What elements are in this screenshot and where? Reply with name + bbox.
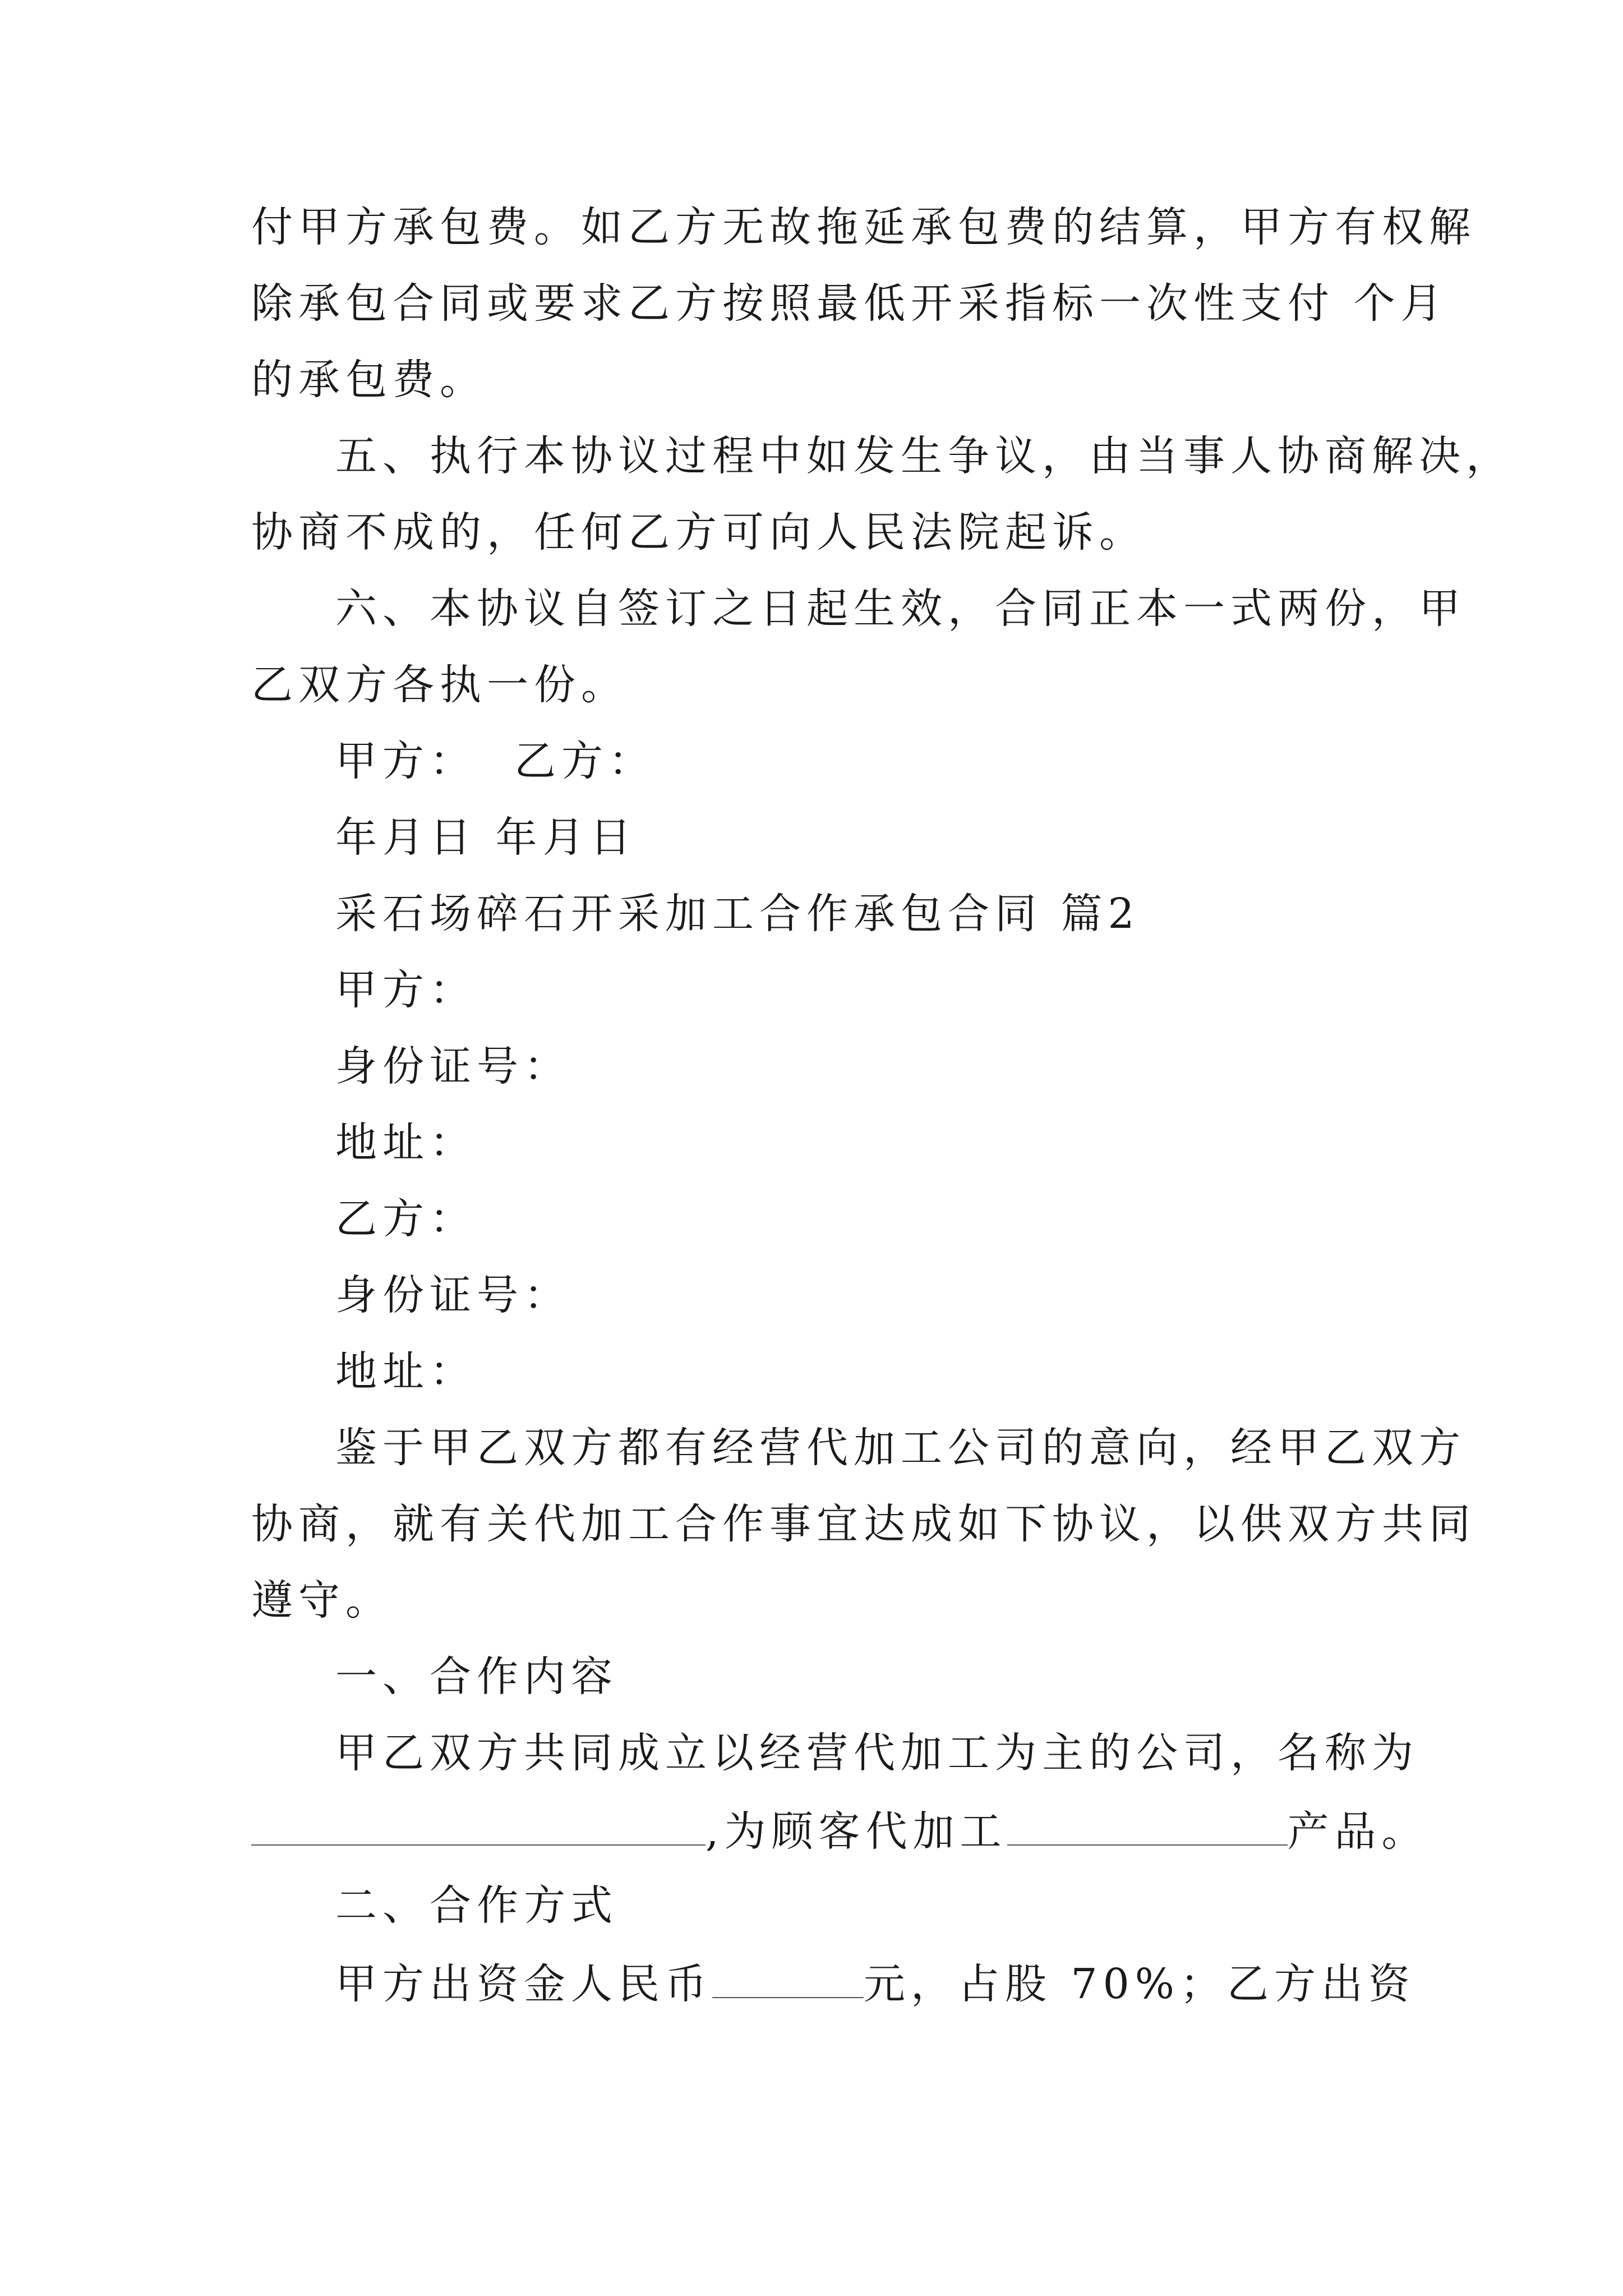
section-2-heading: 二、合作方式 [335, 1881, 618, 1930]
section-1-line-1: 甲乙双方共同成立以经营代加工为主的公司，名称为 [335, 1729, 1419, 1777]
party-b-label: 乙方： [335, 1195, 477, 1243]
preamble-line-1: 鉴于甲乙双方都有经营代加工公司的意向，经甲乙双方 [335, 1424, 1466, 1472]
clause-5-line-2: 协商不成的，任何乙方可向人民法院起诉。 [251, 508, 1146, 556]
section-1-line-2 [251, 1807, 1429, 1856]
party-a-id-label: 身份证号： [335, 1042, 571, 1091]
clause-6-line-1: 六、本协议自签订之日起生效，合同正本一式两份，甲 [335, 585, 1466, 633]
party-a-address-label: 地址： [335, 1119, 477, 1167]
section-2-line-1-end: 元，占股 70%；乙方出资 [864, 1960, 1415, 2008]
section-1-line-2-end: 产品。 [1287, 1807, 1429, 1856]
company-name-blank [251, 1809, 706, 1846]
date-line: 年月日 年月日 [335, 813, 637, 862]
paragraph-1-line-3: 的承包费。 [251, 356, 487, 404]
product-blank [1007, 1809, 1288, 1846]
clause-5-line-1: 五、执行本协议过程中如发生争议，由当事人协商解决， [335, 432, 1513, 480]
paragraph-1-line-2: 除承包合同或要求乙方按照最低开采指标一次性支付 个月 [251, 279, 1448, 328]
party-b-id-label: 身份证号： [335, 1271, 571, 1319]
section-2-line-1-start: 甲方出资金人民币 [335, 1960, 712, 2008]
section-1-line-2-middle: ,为顾客代加工 [706, 1807, 1007, 1856]
amount-blank [712, 1961, 864, 1998]
preamble-line-3: 遵守。 [251, 1576, 393, 1625]
preamble-line-2: 协商，就有关代加工合作事宜达成如下协议，以供双方共同 [251, 1500, 1476, 1548]
clause-6-line-2: 乙双方各执一份。 [251, 661, 628, 709]
paragraph-1-line-1: 付甲方承包费。如乙方无故拖延承包费的结算，甲方有权解 [251, 203, 1476, 251]
contract-2-title: 采石场碎石开采加工合作承包合同 篇2 [335, 890, 1140, 938]
signature-line: 甲方： 乙方： [335, 737, 656, 785]
section-1-heading: 一、合作内容 [335, 1653, 618, 1701]
section-2-line-1 [335, 1960, 1415, 2008]
party-b-address-label: 地址： [335, 1347, 477, 1396]
party-a-label: 甲方： [335, 966, 477, 1014]
